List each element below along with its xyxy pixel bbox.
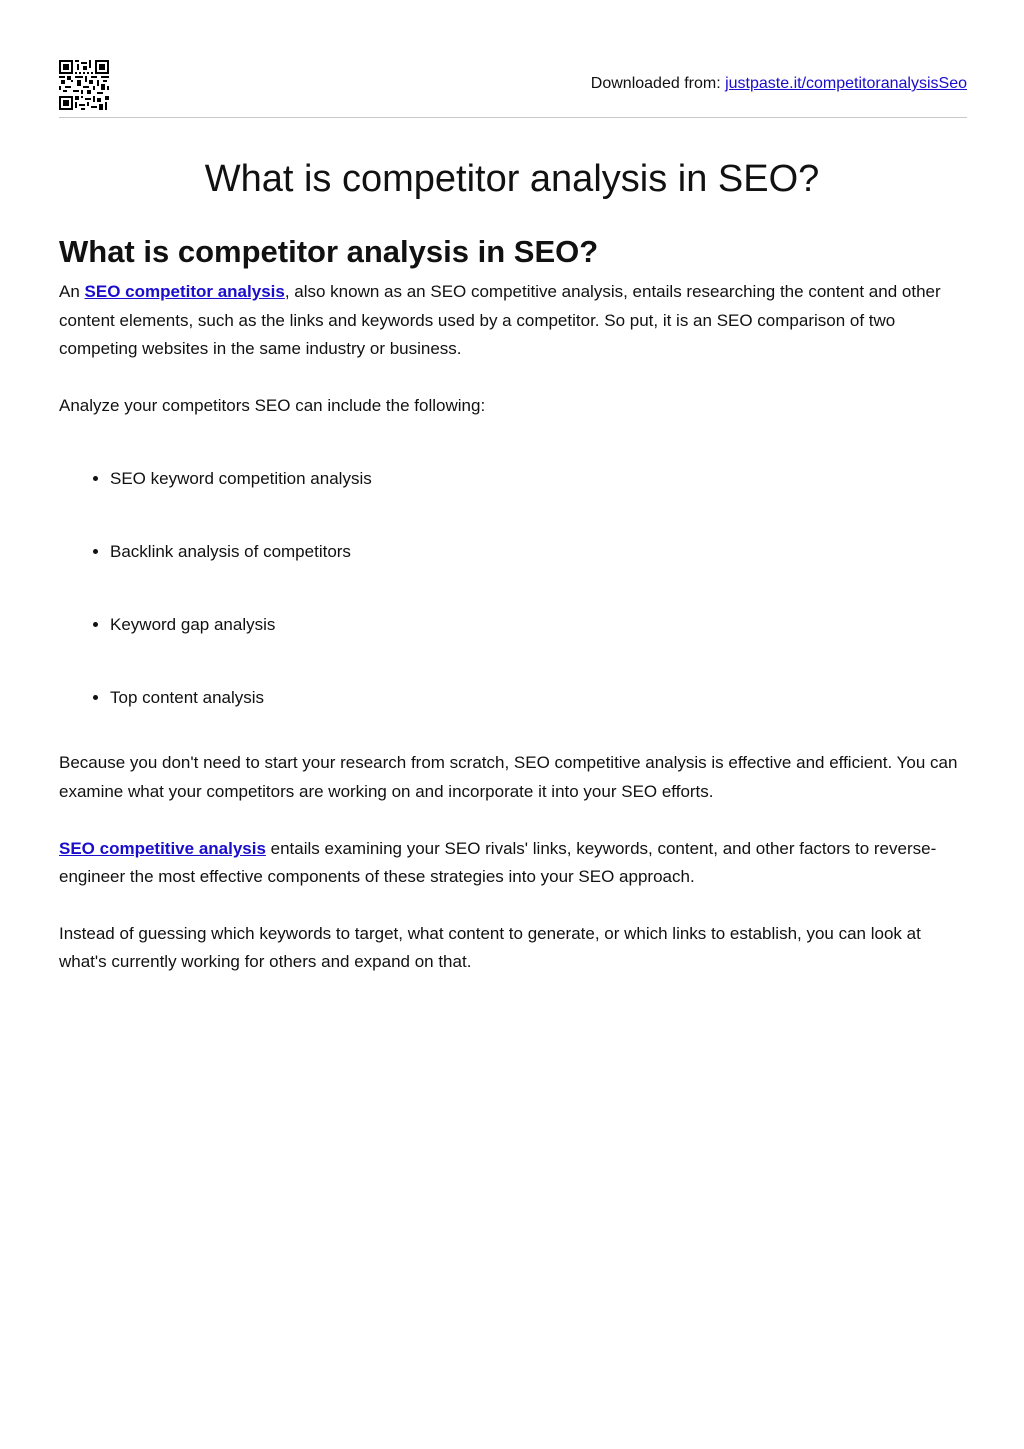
paragraph-competitive-analysis [59, 835, 969, 892]
article-heading: What is competitor analysis in SEO? [59, 234, 599, 269]
page-header [59, 60, 967, 118]
seo-competitor-analysis-link[interactable]: SEO competitor analysis [84, 282, 285, 301]
intro-paragraph [59, 278, 969, 364]
qr-code-icon [59, 60, 109, 110]
paragraph-3-suffix: entails examining your SEO rivals' links, keywords, content, and other factors to reverse-engineer the most effective components of these strategies into your SEO approach. [59, 838, 937, 887]
downloaded-from [591, 75, 967, 93]
page-title: What is competitor analysis in SEO? [204, 158, 820, 200]
list-item: • SEO keyword competition analysis [110, 465, 969, 493]
list-item: • Keyword gap analysis [110, 611, 969, 639]
intro-suffix: , also known as an SEO competitive analysis, entails researching the content and other content elements, such as the links and keywords used by a competitor. So put, it is an SEO comparison of two competing websites in the same industry or business. [59, 282, 941, 359]
article-body [59, 232, 969, 977]
list-intro: Analyze your competitors SEO can include the following: [59, 395, 486, 415]
downloaded-label: Downloaded from: [590, 75, 726, 92]
list-item: • Backlink analysis of competitors [110, 538, 969, 566]
list-item: • Top content analysis [110, 684, 969, 712]
seo-competitive-analysis-link[interactable]: SEO competitive analysis [59, 838, 266, 858]
paragraph-guessing: Instead of guessing which keywords to target, what content to generate, or which links to establish, you can look at what's currently working for others and expand on that. [59, 923, 921, 972]
analysis-list [59, 465, 969, 712]
source-link[interactable]: justpaste.it/competitoranalysisSeo [725, 75, 967, 92]
intro-prefix: An [59, 282, 85, 301]
paragraph-efficiency: Because you don't need to start your research from scratch, SEO competitive analysis is effective and efficient. You can examine what your competitors are working on and incorporate it into your SEO efforts. [59, 753, 958, 801]
